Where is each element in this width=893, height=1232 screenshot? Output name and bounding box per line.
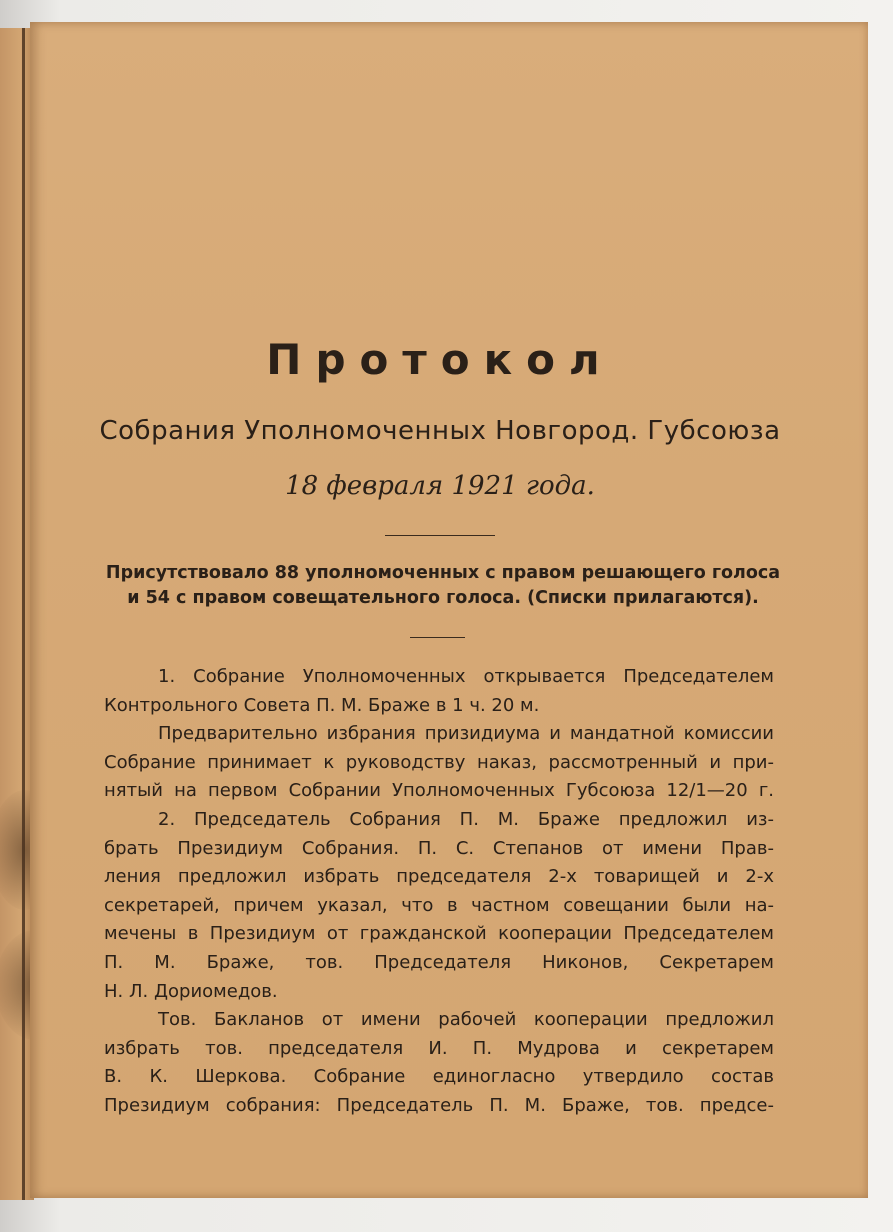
body-line: Тов. Бакланов от имени рабочей кооперации предложил (158, 1009, 774, 1031)
page-fold (22, 28, 25, 1200)
attendance-note (98, 561, 788, 611)
body-line: нятый на первом Собрании Уполномоченных Губсоюза 12/1—20 г. (104, 780, 774, 802)
attendance-line: и 54 с правом совещательного голоса. (Списки прилагаются). (127, 588, 759, 608)
document-date: 18 февраля 1921 года. (285, 471, 595, 501)
protocol-body (104, 663, 774, 1121)
body-line: Президиум собрания: Председатель П. М. Браже, тов. предсе- (104, 1094, 774, 1116)
body-line: избрать тов. председателя И. П. Мудрова и секретарем (104, 1037, 774, 1059)
body-line: секретарей, причем указал, что в частном совещании были на- (104, 894, 774, 916)
body-line: 2. Председатель Собрания П. М. Браже предложил из- (158, 808, 774, 830)
divider (385, 535, 495, 536)
attendance-line: Присутствовало 88 уполномоченных с правом решающего голоса (105, 563, 781, 583)
divider (410, 637, 465, 638)
body-line: П. М. Браже, тов. Председателя Никонов, Секретарем (104, 951, 774, 973)
page-subtitle: Собрания Уполномоченных Новгород. Губсоюза (99, 416, 781, 446)
page-title: Протокол (266, 335, 614, 384)
body-line: Н. Л. Дориомедов. (104, 980, 278, 1002)
body-line: брать Президиум Собрания. П. С. Степанов от имени Прав- (104, 837, 774, 859)
body-line: мечены в Президиум от гражданской кооперации Председателем (104, 923, 774, 945)
body-line: Собрание принимает к руководству наказ, рассмотренный и при- (104, 751, 774, 773)
body-line: В. К. Шеркова. Собрание единогласно утвердило состав (104, 1066, 774, 1088)
body-line: 1. Собрание Уполномоченных открывается Председателем (158, 666, 774, 687)
body-line: ления предложил избрать председателя 2-х товарищей и 2-х (104, 866, 774, 888)
body-line: Контрольного Совета П. М. Браже в 1 ч. 20 м. (104, 694, 540, 716)
body-line: Предварительно избрания призидиума и мандатной комиссии (158, 723, 774, 745)
